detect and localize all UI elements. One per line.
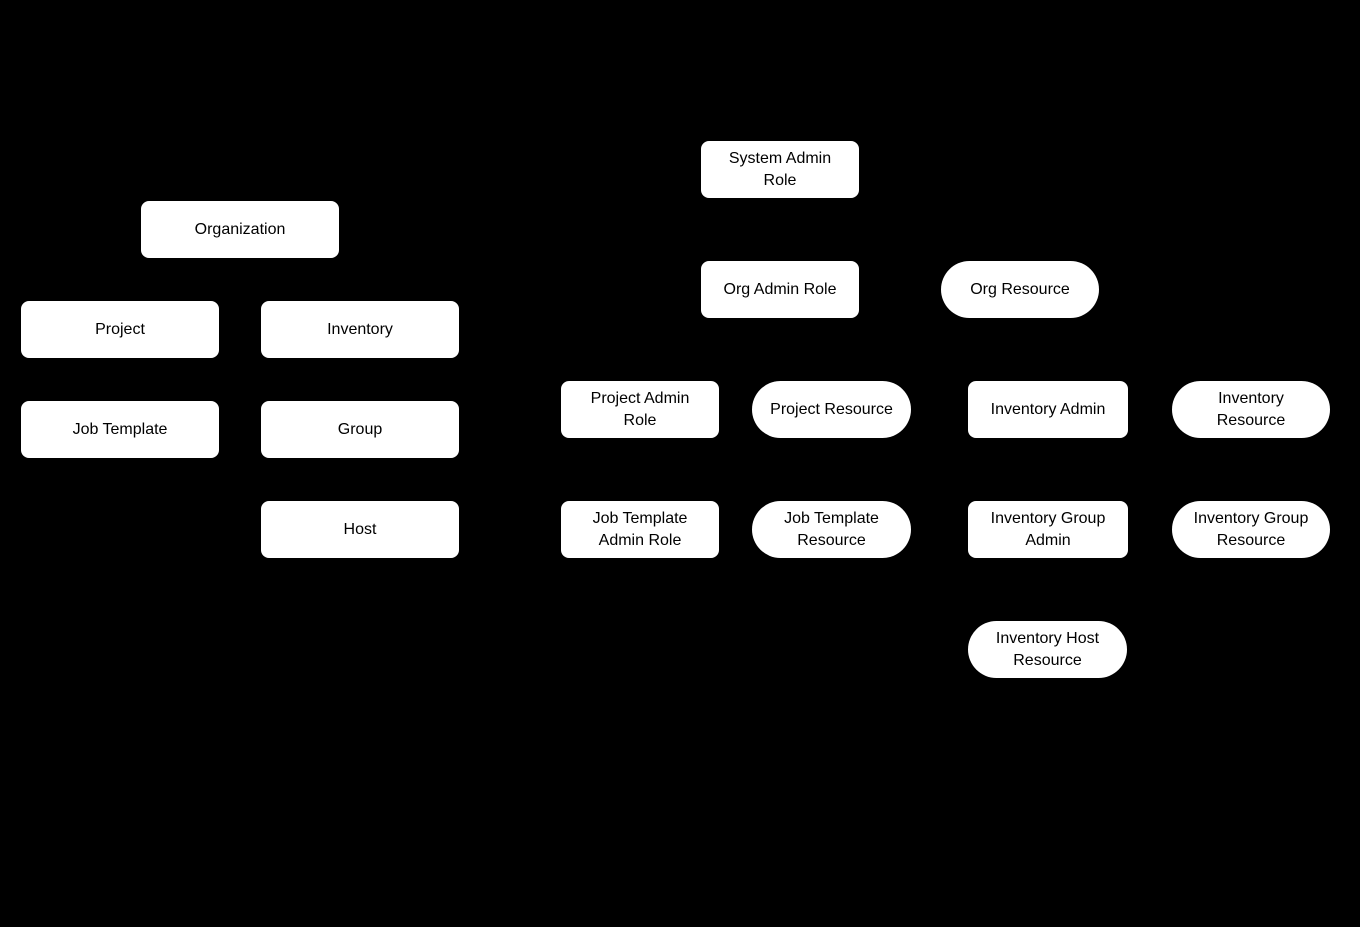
- node-label-line: Group: [337, 420, 383, 438]
- node-label-line: Admin Role: [598, 531, 682, 549]
- node-group: [261, 401, 459, 458]
- node-label-line: Inventory Host: [995, 629, 1100, 647]
- node-label-line: Resource: [1216, 531, 1286, 549]
- node-project-admin-role: [561, 381, 719, 438]
- node-org-admin-role: [701, 261, 859, 318]
- node-label-line: Host: [343, 520, 377, 538]
- node-inventory: [261, 301, 459, 358]
- node-label-line: Role: [623, 411, 657, 429]
- node-host: [261, 501, 459, 558]
- node-label-line: Inventory Admin: [990, 400, 1106, 418]
- node-label-line: Inventory Group: [1193, 509, 1309, 527]
- node-system-admin-role: [701, 141, 859, 198]
- node-label-line: Organization: [194, 220, 286, 238]
- node-label-line: System Admin: [728, 149, 832, 167]
- node-inventory-host-resource: [968, 621, 1127, 678]
- node-project: [21, 301, 219, 358]
- node-label-line: Resource: [1013, 651, 1082, 669]
- node-label-line: Org Admin Role: [723, 280, 837, 298]
- node-label-line: Role: [763, 171, 797, 189]
- node-job-template-resource: [752, 501, 911, 558]
- node-label-line: Resource: [1216, 411, 1286, 429]
- node-label-line: Project: [95, 320, 145, 338]
- node-label-line: Project Resource: [770, 400, 893, 418]
- node-label-line: Inventory: [1218, 389, 1284, 407]
- node-label-line: Job Template: [592, 509, 688, 527]
- node-inventory-admin: [968, 381, 1128, 438]
- node-label-line: Project Admin: [590, 389, 690, 407]
- node-project-resource: [752, 381, 911, 438]
- node-label-line: Admin: [1025, 531, 1071, 549]
- node-org-resource: [941, 261, 1099, 318]
- node-inventory-resource: [1172, 381, 1330, 438]
- node-label-line: Job Template: [784, 509, 879, 527]
- node-label-line: Org Resource: [970, 280, 1070, 298]
- node-label-line: Inventory Group: [990, 509, 1106, 527]
- node-inventory-group-resource: [1172, 501, 1330, 558]
- node-label-line: Inventory: [327, 320, 393, 338]
- node-job-template: [21, 401, 219, 458]
- node-job-template-admin-role: [561, 501, 719, 558]
- node-label-line: Job Template: [72, 420, 168, 438]
- node-inventory-group-admin: [968, 501, 1128, 558]
- node-organization: [141, 201, 339, 258]
- node-label-line: Resource: [797, 531, 866, 549]
